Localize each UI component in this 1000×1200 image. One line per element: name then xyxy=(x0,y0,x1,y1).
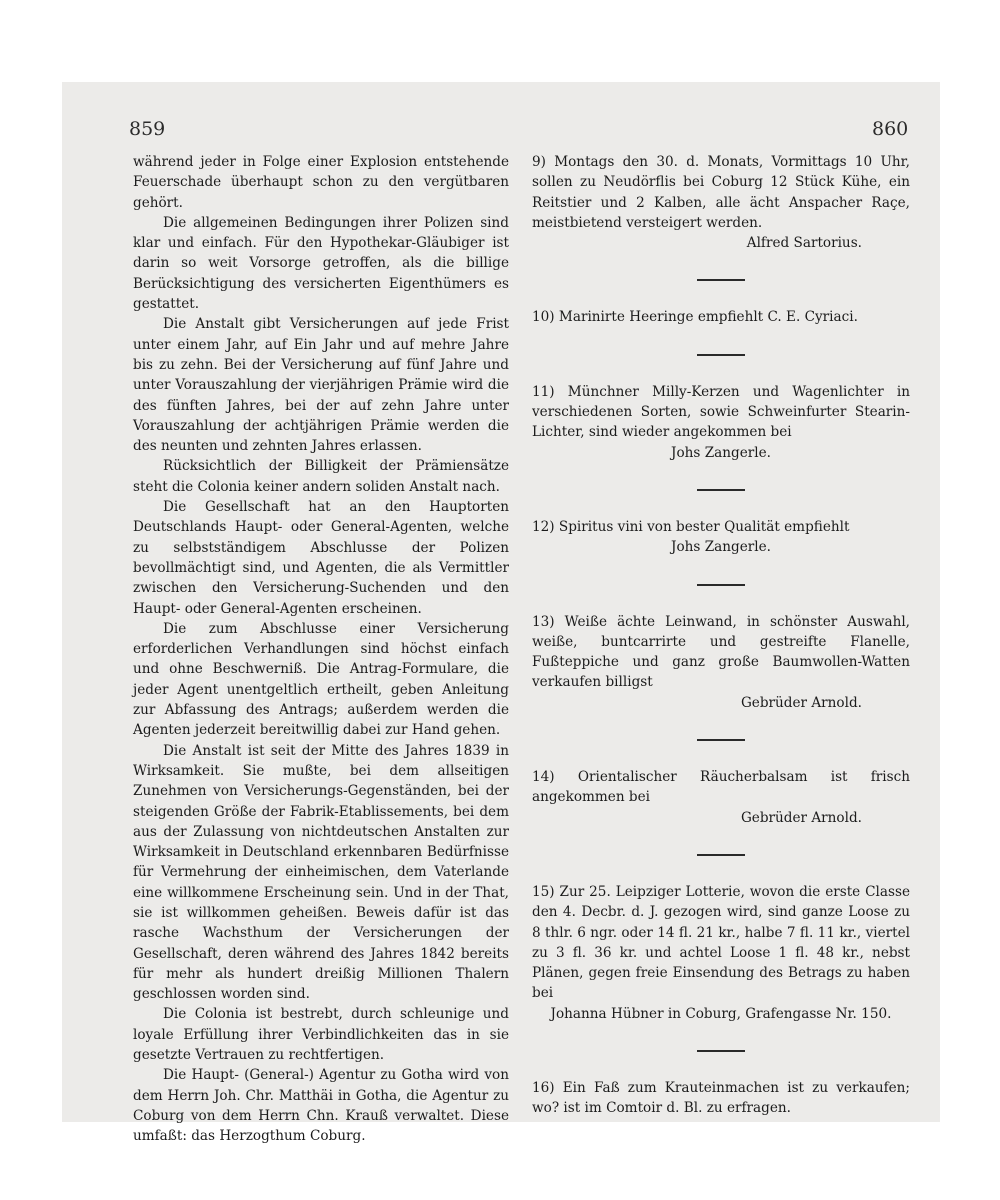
divider-rule xyxy=(697,1050,745,1052)
paragraph: Die Colonia ist bestrebt, durch schleunige und loyale Erfüllung ihrer Verbindlichkeiten das in sie gesetzte Vertrauen zu rechtfertigen. xyxy=(133,1006,509,1064)
ad-text: 10) Marinirte Heeringe empfiehlt C. E. Cyriaci. xyxy=(532,309,858,326)
paragraph: Die Haupt- (General-) Agentur zu Gotha wird von dem Herrn Joh. Chr. Matthäi in Gotha, die Agentur zu Coburg von dem Herrn Chn. Krauß verwaltet. Diese umfaßt: das Herzogthum Coburg. xyxy=(133,1067,509,1145)
advertisement-11 xyxy=(532,382,910,463)
left-column xyxy=(133,152,509,1147)
ad-signer: Johs Zangerle. xyxy=(671,444,771,461)
ad-text: 12) Spiritus vini von bester Qualität empfiehlt xyxy=(532,518,850,535)
advertisement-13 xyxy=(532,612,910,713)
advertisement-10 xyxy=(532,307,910,327)
divider-rule xyxy=(697,354,745,356)
divider-rule xyxy=(697,584,745,586)
paragraph: Die Anstalt ist seit der Mitte des Jahres 1839 in Wirksamkeit. Sie mußte, bei dem allseitigen Zunehmen von Versicherungs-Gegenständen, bei der steigenden Größe der Fabrik-Etablissements, bei dem aus der Zulassung von nichtdeutschen Anstalten zur Wirksamkeit in Deutschland erkennbaren Bedürfnisse für Vermehrung der einheimischen, dem Vaterlande eine willkommene Erscheinung sein. Und in der That, sie ist willkommen geheißen. Beweis dafür ist das rasche Wachsthum der Versicherungen der Gesellschaft, deren während des Jahres 1842 bereits für mehr als hundert dreißig Millionen Thalern geschlossen worden sind. xyxy=(133,742,509,1003)
paragraph: Rücksichtlich der Billigkeit der Prämiensätze steht die Colonia keiner andern soliden Anstalt nach. xyxy=(133,458,509,495)
ad-text: 16) Ein Faß zum Krauteinmachen ist zu verkaufen; wo? ist im Comtoir d. Bl. zu erfragen. xyxy=(532,1080,910,1117)
ad-text: 13) Weiße ächte Leinwand, in schönster Auswahl, weiße, buntcarrirte und gestreifte Flanelle, Fußteppiche und ganz große Baumwollen-Watten verkaufen billigst xyxy=(532,613,910,691)
divider-rule xyxy=(697,739,745,741)
page-number-right: 860 xyxy=(872,118,909,140)
advertisement-14 xyxy=(532,767,910,828)
right-column xyxy=(532,152,910,1119)
page-number-left: 859 xyxy=(129,118,166,140)
ad-text: 11) Münchner Milly-Kerzen und Wagenlichter in verschiedenen Sorten, sowie Schweinfurter Stearin-Lichter, sind wieder angekommen bei xyxy=(532,383,910,441)
ad-text: 15) Zur 25. Leipziger Lotterie, wovon die erste Classe den 4. Decbr. d. J. gezogen wird, sind ganze Loose zu 8 thlr. 6 ngr. oder 14 fl. 21 kr., halbe 7 fl. 11 kr., viertel zu 3 fl. 36 kr. und achtel Loose 1 fl. 48 kr., nebst Plänen, gegen freie Einsendung des Betrags zu haben bei xyxy=(532,883,910,1002)
paragraph: während jeder in Folge einer Explosion entstehende Feuerschade überhaupt schon zu den vergütbaren gehört. xyxy=(133,154,509,211)
ad-signer: Alfred Sartorius. xyxy=(746,235,862,252)
ad-signer: Gebrüder Arnold. xyxy=(740,694,862,711)
divider-rule xyxy=(697,279,745,281)
advertisement-9 xyxy=(532,152,910,253)
advertisement-16 xyxy=(532,1078,910,1119)
paragraph: Die zum Abschlusse einer Versicherung erforderlichen Verhandlungen sind höchst einfach und ohne Beschwerniß. Die Antrag-Formulare, die jeder Agent unentgeltlich ertheilt, geben Anleitung zur Abfassung des Antrags; außerdem werden die Agenten jederzeit bereitwillig dabei zur Hand gehen. xyxy=(133,620,509,739)
divider-rule xyxy=(697,854,745,856)
ad-signer: Gebrüder Arnold. xyxy=(740,809,862,826)
paragraph: Die Gesellschaft hat an den Hauptorten Deutschlands Haupt- oder General-Agenten, welche zu selbstständigem Abschlusse der Polizen bevollmächtigt sind, und Agenten, die als Vermittler zwischen den Versicherung-Suchenden und den Haupt- oder General-Agenten erscheinen. xyxy=(133,499,509,617)
ad-signer: Johs Zangerle. xyxy=(671,539,771,556)
advertisement-15 xyxy=(532,882,910,1024)
ad-text: 9) Montags den 30. d. Monats, Vormittags 10 Uhr, sollen zu Neudörflis bei Coburg 12 Stück Kühe, ein Reitstier und 2 Kalben, alle ächt Anspacher Raçe, meistbietend versteigert werden. xyxy=(532,154,910,231)
advertisement-12 xyxy=(532,517,910,558)
ad-text: 14) Orientalischer Räucherbalsam ist frisch angekommen bei xyxy=(532,769,910,806)
ad-signer: Johanna Hübner in Coburg, Grafengasse Nr. 150. xyxy=(550,1005,892,1022)
paragraph: Die allgemeinen Bedingungen ihrer Polizen sind klar und einfach. Für den Hypothekar-Gläubiger ist darin so weit Vorsorge getroffen, als die billige Berücksichtigung des versicherten Eigenthümers es gestattet. xyxy=(133,214,509,313)
paragraph: Die Anstalt gibt Versicherungen auf jede Frist unter einem Jahr, auf Ein Jahr und auf mehre Jahre bis zu zehn. Bei der Versicherung auf fünf Jahre und unter Vorauszahlung der vierjährigen Prämie wird die des fünften Jahres, bei der auf zehn Jahre unter Vorauszahlung der achtjährigen Prämie werden die des neunten und zehnten Jahres erlassen. xyxy=(133,316,509,455)
divider-rule xyxy=(697,489,745,491)
